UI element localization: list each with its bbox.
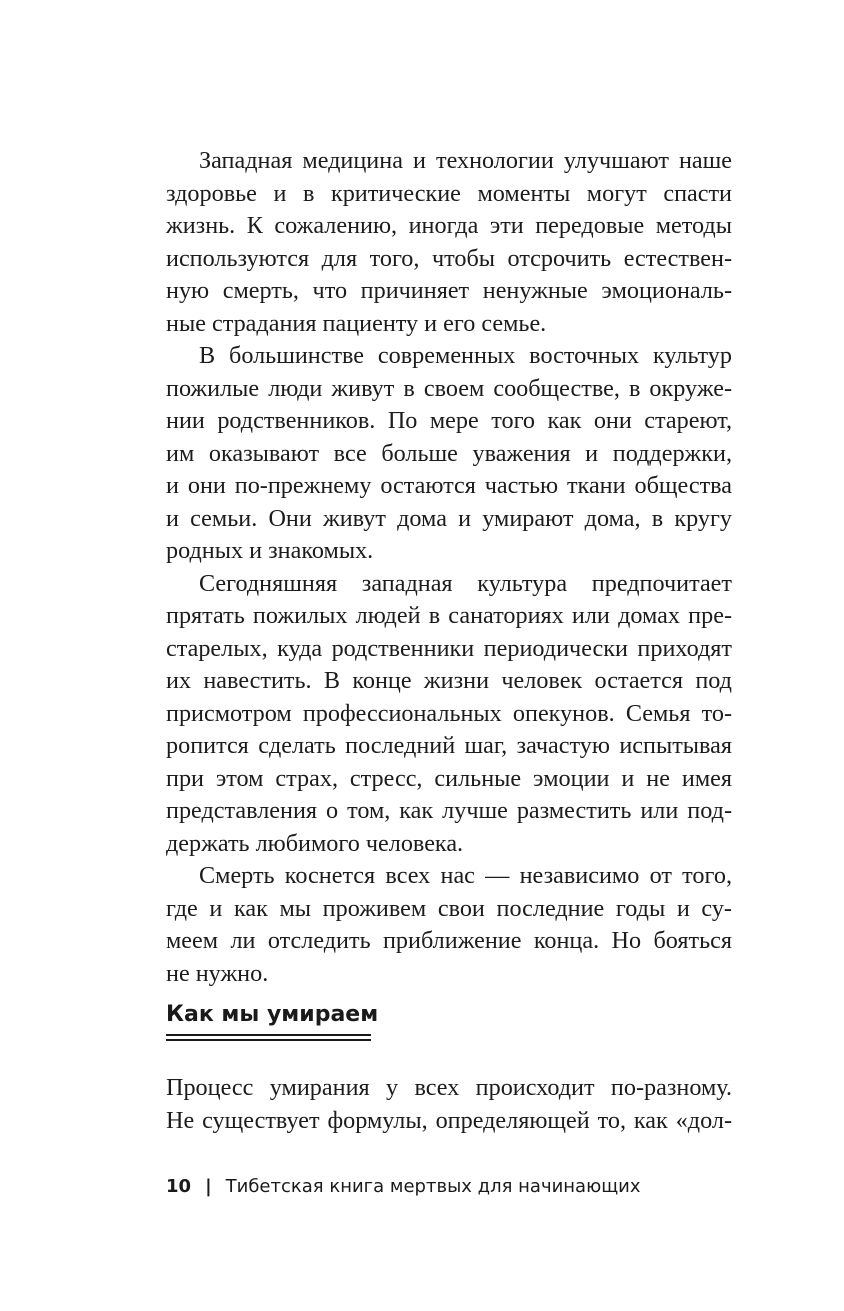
text-line: прятать пожилых людей в санаториях или домах пре- bbox=[166, 602, 732, 629]
text-line: Не существует формулы, определяющей то, как «дол- bbox=[166, 1106, 732, 1134]
text-line: пожилые люди живут в своем сообществе, в окруже- bbox=[166, 374, 732, 402]
text-line: при этом страх, стресс, сильные эмоции и не имея bbox=[166, 764, 732, 792]
text-line: используются для того, чтобы отсрочить естествен- bbox=[166, 244, 732, 272]
section-heading: Как мы умираем bbox=[166, 1002, 379, 1027]
text-line: не нужно. bbox=[166, 959, 269, 987]
text-line: жизнь. К сожалению, иногда эти передовые методы bbox=[166, 212, 732, 239]
text-line: родных и знакомых. bbox=[166, 537, 374, 564]
text-line: присмотром профессиональных опекунов. Семья то- bbox=[166, 699, 732, 727]
text-line: старелых, куда родственники периодически приходят bbox=[166, 634, 732, 662]
text-line: Процесс умирания у всех происходит по-разному. bbox=[166, 1074, 732, 1101]
text-line: и они по-прежнему остаются частью ткани общества bbox=[166, 472, 732, 499]
text-line: В большинстве современных восточных культур bbox=[199, 342, 732, 369]
page-footer bbox=[166, 1174, 641, 1200]
footer-separator: | bbox=[205, 1176, 212, 1197]
text-line: и семьи. Они живут дома и умирают дома, в кругу bbox=[166, 504, 732, 532]
text-line: держать любимого человека. bbox=[166, 829, 464, 857]
text-line: Смерть коснется всех нас — независимо от того, bbox=[199, 862, 732, 889]
text-line: где и как мы проживем свои последние годы и су- bbox=[166, 894, 732, 922]
text-line: представления о том, как лучше разместить или под- bbox=[166, 797, 732, 824]
heading-rule-top bbox=[166, 1034, 371, 1036]
text-line: меем ли отследить приближение конца. Но бояться bbox=[166, 927, 732, 954]
body-text-lower bbox=[166, 1072, 732, 1137]
text-line: нии родственников. По мере того как они стареют, bbox=[166, 407, 732, 434]
text-line: им оказывают все больше уважения и поддержки, bbox=[166, 439, 732, 467]
text-line: Западная медицина и технологии улучшают наше bbox=[199, 147, 732, 174]
body-text-upper bbox=[166, 145, 732, 990]
text-line: здоровье и в критические моменты могут спасти bbox=[166, 179, 732, 207]
text-line: ные страдания пациенту и его семье. bbox=[166, 309, 547, 337]
heading-rule-bottom bbox=[166, 1039, 371, 1041]
text-line: ную смерть, что причиняет ненужные эмоциональ- bbox=[166, 277, 732, 304]
page-number: 10 bbox=[166, 1176, 192, 1197]
text-line: их навестить. В конце жизни человек остается под bbox=[166, 667, 732, 694]
text-line: Сегодняшняя западная культура предпочитает bbox=[199, 569, 732, 597]
text-line: ропится сделать последний шаг, зачастую испытывая bbox=[166, 732, 732, 759]
running-title: Тибетская книга мертвых для начинающих bbox=[225, 1176, 641, 1197]
